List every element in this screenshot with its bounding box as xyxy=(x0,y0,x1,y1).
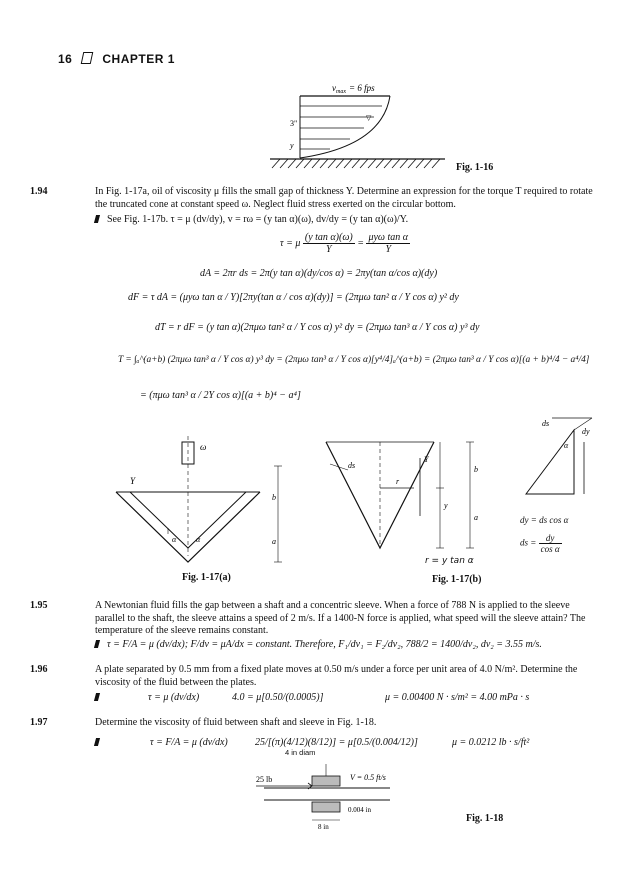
figure-1-16 xyxy=(270,80,490,175)
problem-1-97-solution xyxy=(95,737,107,748)
fig16-dim-label: 3" xyxy=(290,119,298,128)
fig17a-alpha-left: α xyxy=(172,535,177,544)
fig17-triangle xyxy=(526,430,574,494)
fig17b-ds: ds xyxy=(348,461,356,470)
fig18-sleeve-top xyxy=(312,776,340,786)
chapter-title: CHAPTER 1 xyxy=(102,52,175,66)
fig17b-b: b xyxy=(474,465,478,474)
fig16-surface-mark: ▽ xyxy=(366,114,372,122)
problem-1-97-eq3: μ = 0.0212 lb · s/ft² xyxy=(452,737,530,748)
fig17b-a: a xyxy=(474,513,478,522)
equation-tau: τ = μ $\frac{\text{(y tan α)(ω)}}{Y}$ = $\frac{\text{μyω tan α}}{Y}$ xyxy=(280,232,409,255)
problem-1-97-eq2: 25/[(π)(4/12)(8/12)] = μ[0.5/(0.004/12)] xyxy=(255,737,418,748)
problem-1-95-solution: τ = F/A = μ (dv/dx); F/dv = μA/dx = constant. Therefore, F₁/dv₁ = F₂/dv₂, 788/2 = 1400/dv₂, dv₂ = 3.55 m/s. xyxy=(95,639,605,652)
triangle-alpha: α xyxy=(564,441,569,450)
solution-mark-icon xyxy=(94,215,100,223)
figure-1-17b xyxy=(320,436,510,564)
fig17a-alpha-right: α xyxy=(196,535,201,544)
problem-1-94-see: See Fig. 1-17b. τ = μ (dv/dy), v = rω = (y tan α)(ω), dv/dy = (y tan α)(ω)/Y. xyxy=(95,214,595,227)
problem-1-94-number: 1.94 xyxy=(30,186,48,197)
equation-T-result: = (πμω tan³ α / 2Y cos α)[(a + b)⁴ − a⁴] xyxy=(140,390,301,401)
figure-1-17a xyxy=(108,436,308,576)
fig17a-caption: Fig. 1-17(a) xyxy=(182,572,231,583)
fig17a-omega: ω xyxy=(200,442,207,452)
fig18-gap: 0.004 in xyxy=(348,806,371,814)
fig18-force: 25 lb xyxy=(256,775,273,784)
triangle-ds: ds xyxy=(542,419,550,428)
problem-1-97-eq1: τ = F/A = μ (dv/dx) xyxy=(150,737,228,748)
fig16-vmax-label: $v_{max} = 6$ fps xyxy=(332,83,375,95)
fig16-caption: Fig. 1-16 xyxy=(456,162,494,173)
fig17a-Y: Y xyxy=(130,476,136,486)
problem-1-97-text: Determine the viscosity of fluid between shaft and sleeve in Fig. 1-18. xyxy=(95,717,377,728)
fig17b-r: r xyxy=(396,477,400,486)
equation-dF: dF = τ dA = (μyω tan α / Y)[2πy(tan α / cos α)(dy)] = (2πμω tan² α / Y cos α) y² dy xyxy=(128,292,459,303)
triangle-dy: dy xyxy=(582,427,590,436)
fig17b-Y: Y xyxy=(424,455,429,464)
equation-dA: dA = 2πr ds = 2π(y tan α)(dy/cos α) = 2πy(tan α/cos α)(dy) xyxy=(200,268,438,279)
relation-ds: ds = $\frac{dy}{\text{cos α}}$ xyxy=(520,533,560,554)
fig18-diameter: 4 in diam xyxy=(285,748,316,757)
figure-1-18 xyxy=(250,758,420,830)
page-number: 16 xyxy=(58,52,73,66)
fig17b-y: y xyxy=(444,501,448,510)
problem-1-96-eq2: 4.0 = μ[0.50/(0.0005)] xyxy=(232,692,324,703)
equation-dT: dT = r dF = (y tan α)(2πμω tan² α / Y cos α) y² dy = (2πμω tan³ α / Y cos α) y³ dy xyxy=(155,322,480,333)
fig17b-caption: Fig. 1-17(b) xyxy=(432,574,482,585)
problem-1-96-number: 1.96 xyxy=(30,664,48,675)
solution-mark-icon xyxy=(94,738,100,746)
relation-dy: dy = ds cos α xyxy=(520,515,569,525)
problem-1-96-text: A plate separated by 0.5 mm from a fixed plate moves at 0.50 m/s under a force per unit area of 4.0 N/m². Determine the viscosity of the fluid between the plates. xyxy=(95,664,578,688)
fig17a-a: a xyxy=(272,537,276,546)
fig18-speed: V = 0.5 ft/s xyxy=(350,773,386,782)
equation-T: T = ∫ₐ^(a+b) (2πμω tan³ α / Y cos α) y³ dy = (2πμω tan³ α / Y cos α)[y⁴/4]ₐ^(a+b) = (2πμω tan³ α / Y cos α)[(a + b)⁴/4 − a⁴/4] xyxy=(118,355,590,365)
page-header xyxy=(58,52,175,66)
fig17a-b: b xyxy=(272,493,276,502)
figure-differential-triangle xyxy=(512,414,602,504)
fig18-length: 8 in xyxy=(318,823,329,830)
problem-1-96-solution xyxy=(95,692,107,703)
fig16-wall-hatch xyxy=(272,159,440,168)
solution-mark-icon xyxy=(94,640,100,648)
chapter-mark-icon xyxy=(81,52,94,64)
problem-1-97-number: 1.97 xyxy=(30,717,48,728)
problem-1-94-text: In Fig. 1-17a, oil of viscosity μ fills the small gap of thickness Y. Determine an expression for the torque T required to rotate the truncated cone at constant speed ω. Neglect fluid stress exerted on the circular bottom. xyxy=(95,186,593,210)
fig18-sleeve-bottom xyxy=(312,802,340,812)
problem-1-95-text: A Newtonian fluid fills the gap between a shaft and a concentric sleeve. When a force of 788 N is applied to the sleeve parallel to the shaft, the sleeve attains a speed of 2 m/s. If a 1400-N force is applied, what speed will the sleeve attain? The temperature of the sleeve remains constant. xyxy=(95,600,586,636)
fig16-y-label: y xyxy=(290,141,294,150)
handwritten-note: r = y tan α xyxy=(425,556,474,566)
fig18-caption: Fig. 1-18 xyxy=(466,813,504,824)
problem-1-96-eq1: τ = μ (dv/dx) xyxy=(148,692,200,703)
solution-mark-icon xyxy=(94,693,100,701)
problem-1-96-eq3: μ = 0.00400 N · s/m² = 4.00 mPa · s xyxy=(385,692,530,703)
problem-1-95-number: 1.95 xyxy=(30,600,48,611)
